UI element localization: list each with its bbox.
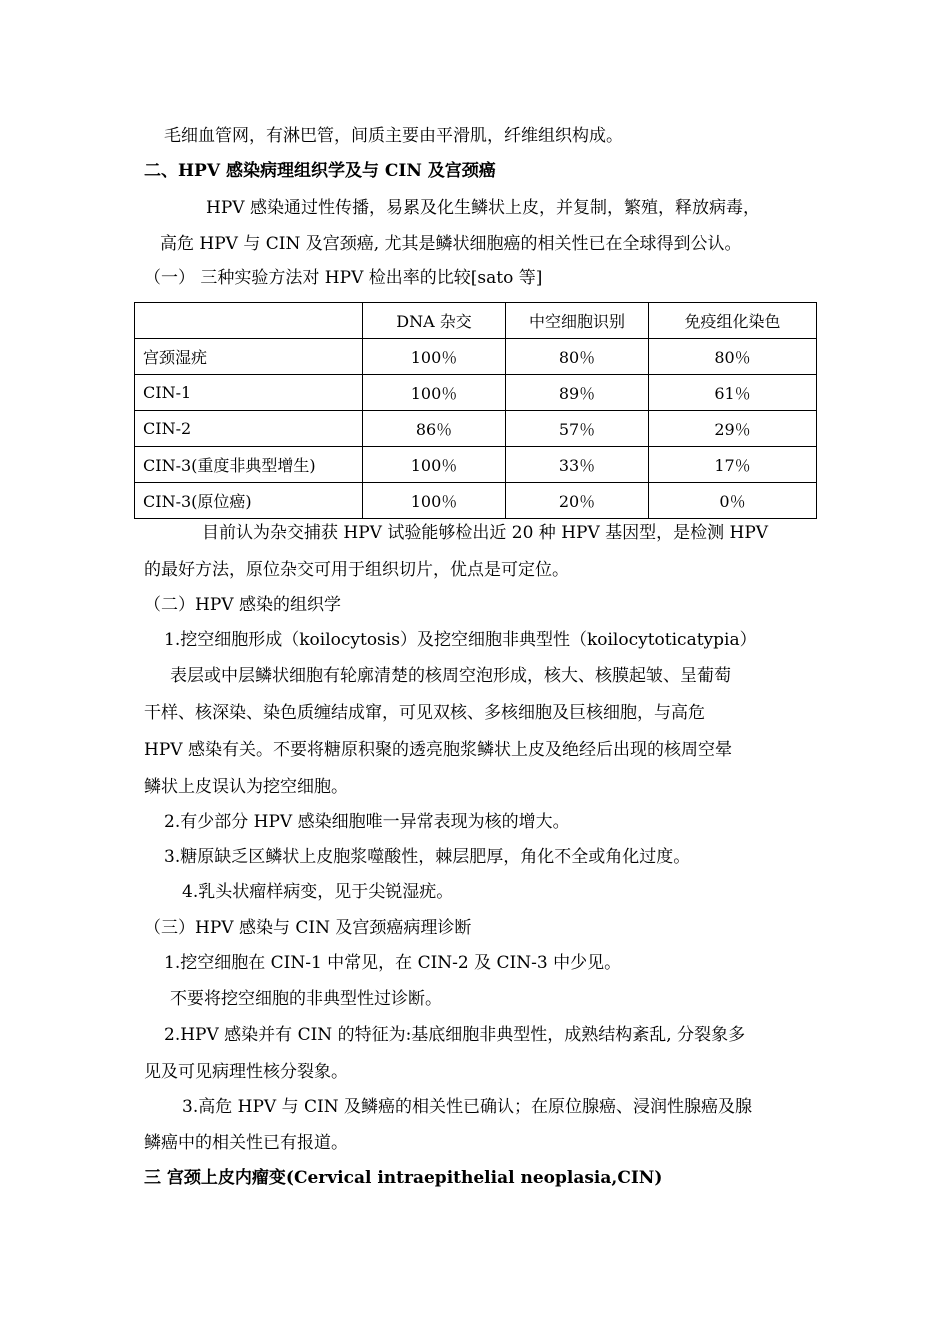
table-cell: 100％ bbox=[363, 483, 506, 519]
table-cell: 100％ bbox=[363, 447, 506, 483]
table-cell: 宫颈湿疣 bbox=[135, 339, 363, 375]
table-row bbox=[135, 447, 817, 483]
section-heading-3: 三 宫颈上皮内瘤变(Cervical intraepithelial neoplasia,CIN) bbox=[144, 1168, 663, 1188]
diagnosis-item-1-note: 不要将挖空细胞的非典型性过诊断。 bbox=[170, 989, 442, 1009]
diagnosis-item-3-line-2: 鳞癌中的相关性已有报道。 bbox=[144, 1133, 348, 1153]
paragraph-4-line-2: 干样、核深染、染色质缠结成窜，可见双核、多核细胞及巨核细胞，与高危 bbox=[144, 703, 705, 723]
diagnosis-item-2-line-1: 2.HPV 感染并有 CIN 的特征为:基底细胞非典型性，成熟结构紊乱, 分裂象多 bbox=[164, 1025, 746, 1045]
paragraph-3-line-2: 的最好方法，原位杂交可用于组织切片，优点是可定位。 bbox=[144, 560, 569, 580]
list-item-4: 4.乳头状瘤样病变，见于尖锐湿疣。 bbox=[182, 882, 454, 902]
paragraph-2-line-1: HPV 感染通过性传播，易累及化生鳞状上皮，并复制，繁殖，释放病毒， bbox=[206, 198, 760, 218]
table-cell: 33％ bbox=[506, 447, 649, 483]
table-header-cell bbox=[135, 303, 363, 339]
diagnosis-item-1: 1.挖空细胞在 CIN-1 中常见，在 CIN-2 及 CIN-3 中少见。 bbox=[164, 953, 622, 973]
paragraph-2-line-2: 高危 HPV 与 CIN 及宫颈癌, 尤其是鳞状细胞癌的相关性已在全球得到公认。 bbox=[160, 234, 742, 254]
subsection-heading-3: （三）HPV 感染与 CIN 及宫颈癌病理诊断 bbox=[144, 918, 472, 938]
paragraph-4-line-3: HPV 感染有关。不要将糖原积聚的透亮胞浆鳞状上皮及绝经后出现的核周空晕 bbox=[144, 740, 732, 760]
detection-rate-table bbox=[134, 302, 817, 519]
table-cell: CIN-2 bbox=[135, 411, 363, 447]
table-cell: 89％ bbox=[506, 375, 649, 411]
table-cell: 80％ bbox=[649, 339, 817, 375]
table-row bbox=[135, 339, 817, 375]
table-header-cell: 免疫组化染色 bbox=[649, 303, 817, 339]
table-row bbox=[135, 375, 817, 411]
table-cell: 0％ bbox=[649, 483, 817, 519]
section-heading-2: 二、HPV 感染病理组织学及与 CIN 及宫颈癌 bbox=[144, 161, 496, 181]
table-header-cell: DNA 杂交 bbox=[363, 303, 506, 339]
paragraph-1: 毛细血管网，有淋巴管，间质主要由平滑肌，纤维组织构成。 bbox=[164, 126, 623, 146]
list-item-2: 2.有少部分 HPV 感染细胞唯一异常表现为核的增大。 bbox=[164, 812, 570, 832]
diagnosis-item-2-line-2: 见及可见病理性核分裂象。 bbox=[144, 1062, 348, 1082]
table-cell: CIN-3(重度非典型增生) bbox=[135, 447, 363, 483]
subsection-heading-2: （二）HPV 感染的组织学 bbox=[144, 595, 341, 615]
paragraph-4-line-1: 表层或中层鳞状细胞有轮廓清楚的核周空泡形成，核大、核膜起皱、呈葡萄 bbox=[170, 666, 731, 686]
table-header-cell: 中空细胞识别 bbox=[506, 303, 649, 339]
table-row bbox=[135, 411, 817, 447]
table-cell: 17％ bbox=[649, 447, 817, 483]
list-item-3: 3.糖原缺乏区鳞状上皮胞浆噬酸性，棘层肥厚，角化不全或角化过度。 bbox=[164, 847, 691, 867]
table-cell: CIN-3(原位癌) bbox=[135, 483, 363, 519]
diagnosis-item-3-line-1: 3.高危 HPV 与 CIN 及鳞癌的相关性已确认；在原位腺癌、浸润性腺癌及腺 bbox=[182, 1097, 752, 1117]
table-cell: 29％ bbox=[649, 411, 817, 447]
table-cell: 80％ bbox=[506, 339, 649, 375]
table-cell: 61％ bbox=[649, 375, 817, 411]
subsection-heading-1: （一） 三种实验方法对 HPV 检出率的比较[sato 等] bbox=[144, 268, 543, 288]
paragraph-3-line-1: 目前认为杂交捕获 HPV 试验能够检出近 20 种 HPV 基因型，是检测 HPV bbox=[202, 523, 769, 543]
table-cell: 20％ bbox=[506, 483, 649, 519]
table-cell: 57％ bbox=[506, 411, 649, 447]
list-item-1: 1.挖空细胞形成（koilocytosis）及挖空细胞非典型性（koilocytoticatypia） bbox=[164, 630, 757, 650]
table-row bbox=[135, 483, 817, 519]
table-cell: 100％ bbox=[363, 375, 506, 411]
table-cell: CIN-1 bbox=[135, 375, 363, 411]
paragraph-4-line-4: 鳞状上皮误认为挖空细胞。 bbox=[144, 777, 348, 797]
table-header-row bbox=[135, 303, 817, 339]
table-cell: 100％ bbox=[363, 339, 506, 375]
table-cell: 86％ bbox=[363, 411, 506, 447]
